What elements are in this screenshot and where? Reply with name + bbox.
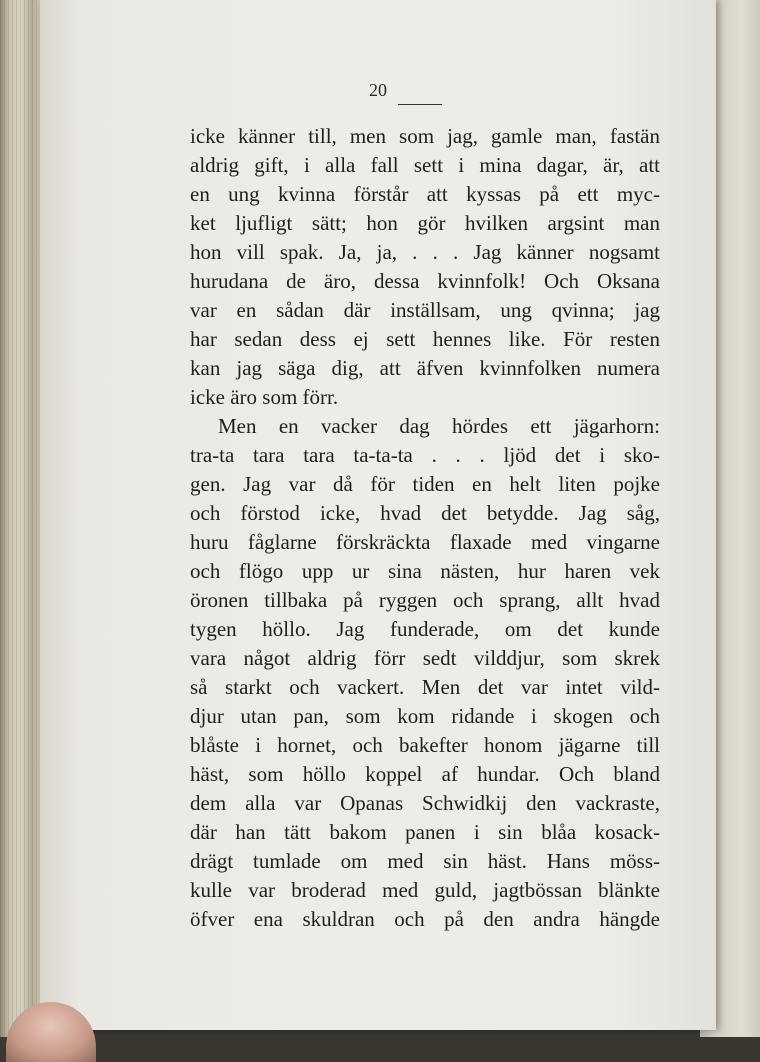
text-line: icke äro som förr. — [190, 385, 339, 409]
text-line: aldrig gift, i alla fall sett i mina dagar, är, att — [190, 153, 660, 177]
text-line: icke känner till, men som jag, gamle man, fastän — [190, 124, 660, 148]
text-line: öfver ena skuldran och på den andra hängde — [190, 907, 660, 931]
text-line: kulle var broderad med guld, jagtbössan blänkte — [190, 878, 660, 902]
text-line: var en sådan där inställsam, ung qvinna; jag — [190, 298, 660, 322]
text-line: öronen tillbaka på ryggen och sprang, allt hvad — [190, 588, 660, 612]
text-line: tygen höllo. Jag funderade, om det kunde — [190, 617, 660, 641]
text-line: tra-ta tara tara ta-ta-ta . . . ljöd det i sko- — [190, 443, 660, 467]
text-line: Men en vacker dag hördes ett jägarhorn: — [218, 414, 660, 438]
text-line: huru fåglarne förskräckta flaxade med vingarne — [190, 530, 660, 554]
text-line: en ung kvinna förstår att kyssas på ett myc- — [190, 182, 660, 206]
text-line: gen. Jag var då för tiden en helt liten pojke — [190, 472, 660, 496]
text-line: hurudana de äro, dessa kvinnfolk! Och Oksana — [190, 269, 660, 293]
text-line: drägt tumlade om med sin häst. Hans möss- — [190, 849, 660, 873]
text-line: blåste i hornet, och bakefter honom jägarne till — [190, 733, 660, 757]
page-number: 20 — [369, 80, 387, 100]
text-line: och flögo upp ur sina nästen, hur haren vek — [190, 559, 660, 583]
text-line: djur utan pan, som kom ridande i skogen och — [190, 704, 660, 728]
text-line: vara något aldrig förr sedt vilddjur, som skrek — [190, 646, 660, 670]
text-line: kan jag säga dig, att äfven kvinnfolken numera — [190, 356, 660, 380]
text-line: häst, som höllo koppel af hundar. Och bland — [190, 762, 660, 786]
page-number-rule — [398, 104, 442, 105]
text-line: hon vill spak. Ja, ja, . . . Jag känner nogsamt — [190, 240, 660, 264]
text-line: ket ljufligt sätt; hon gör hvilken argsint man — [190, 211, 660, 235]
book-page — [40, 0, 716, 1030]
text-line: och förstod icke, hvad det betydde. Jag såg, — [190, 501, 660, 525]
text-line: dem alla var Opanas Schwidkij den vackraste, — [190, 791, 660, 815]
text-line: har sedan dess ej sett hennes like. För resten — [190, 327, 660, 351]
text-line: så starkt och vackert. Men det var intet vild- — [190, 675, 660, 699]
text-line: där han tätt bakom panen i sin blåa kosack- — [190, 820, 660, 844]
